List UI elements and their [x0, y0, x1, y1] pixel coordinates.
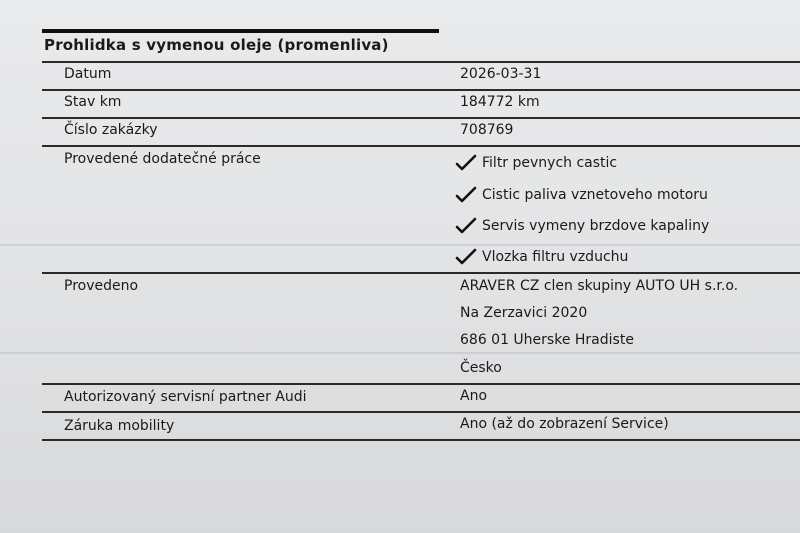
row-value-stav-km: 184772 km — [460, 94, 540, 110]
table-rule — [42, 61, 800, 63]
paper-fold — [0, 352, 800, 354]
checkmark-icon — [455, 185, 477, 205]
checkmark-icon — [455, 247, 477, 267]
row-label-cislo-zakazky: Číslo zakázky — [64, 122, 158, 138]
work-item: Vlozka filtru vzduchu — [482, 249, 629, 265]
table-rule — [42, 383, 800, 385]
row-value-partner: Ano — [460, 388, 488, 404]
provedeno-line: Česko — [460, 360, 502, 376]
provedeno-line: 686 01 Uherske Hradiste — [460, 332, 634, 348]
row-label-provedeno: Provedeno — [64, 278, 139, 294]
title-top-rule — [42, 29, 439, 33]
table-rule — [42, 117, 800, 119]
row-value-datum: 2026-03-31 — [460, 66, 542, 82]
table-rule — [42, 145, 800, 147]
work-item: Servis vymeny brzdove kapaliny — [482, 218, 710, 234]
table-rule — [42, 439, 800, 441]
table-rule — [42, 272, 800, 274]
provedeno-line: Na Zerzavici 2020 — [460, 305, 588, 321]
provedeno-line: ARAVER CZ clen skupiny AUTO UH s.r.o. — [460, 278, 739, 294]
work-item: Filtr pevnych castic — [482, 155, 618, 171]
row-label-zaruka: Záruka mobility — [64, 418, 175, 434]
checkmark-icon — [455, 216, 477, 236]
row-value-zaruka: Ano (až do zobrazení Service) — [460, 416, 669, 432]
row-label-prace: Provedené dodatečné práce — [64, 151, 261, 167]
checkmark-icon — [455, 153, 477, 173]
row-label-stav-km: Stav km — [64, 94, 122, 110]
row-value-cislo-zakazky: 708769 — [460, 122, 514, 138]
row-label-datum: Datum — [64, 66, 112, 82]
paper-fold — [0, 244, 800, 246]
table-rule — [42, 411, 800, 413]
page-title: Prohlidka s vymenou oleje (promenliva) — [44, 36, 389, 54]
table-rule — [42, 89, 800, 91]
work-item: Cistic paliva vznetoveho motoru — [482, 187, 708, 203]
row-label-partner: Autorizovaný servisní partner Audi — [64, 389, 307, 405]
